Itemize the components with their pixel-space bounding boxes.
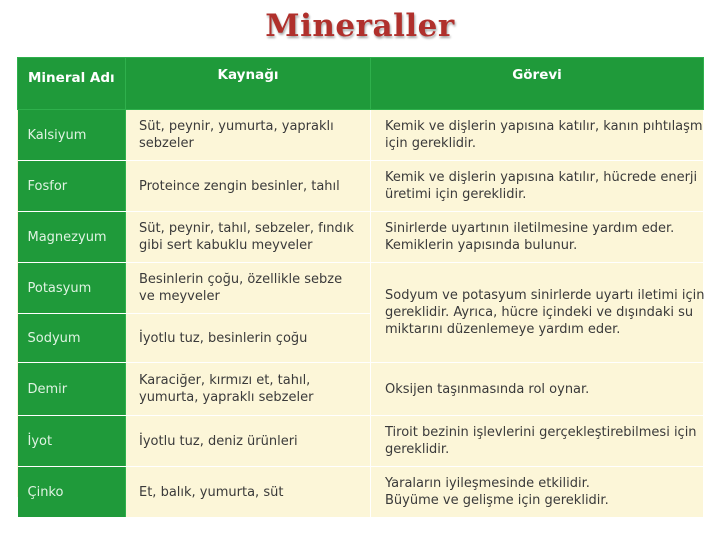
header-source: Kaynağı bbox=[126, 58, 371, 110]
text-line: gereklidir. bbox=[385, 442, 450, 457]
mineral-name: Fosfor bbox=[18, 161, 126, 212]
mineral-role bbox=[371, 467, 704, 518]
text-line: Besinlerin çoğu, özellikle sebze bbox=[139, 272, 343, 287]
text-line: İyotlu tuz, besinlerin çoğu bbox=[139, 330, 308, 346]
text-line: Tiroit bezinin işlevlerini gerçekleştirebilmesi için bbox=[385, 425, 697, 440]
minerals-table bbox=[17, 57, 704, 518]
text-line: Karaciğer, kırmızı et, tahıl, bbox=[139, 373, 311, 388]
text-line: Süt, peynir, tahıl, sebzeler, fındık bbox=[139, 221, 354, 236]
text-line: Proteince zengin besinler, tahıl bbox=[139, 178, 340, 194]
mineral-source bbox=[126, 314, 371, 363]
mineral-source bbox=[126, 110, 371, 161]
text-line: Yaraların iyileşmesinde etkilidir. bbox=[385, 476, 590, 491]
mineral-name: İyot bbox=[18, 416, 126, 467]
table-row bbox=[18, 467, 704, 518]
text-line: Süt, peynir, yumurta, yapraklı bbox=[139, 119, 334, 134]
text-line: Sodyum ve potasyum sinirlerde uyartı iletimi için bbox=[385, 288, 705, 303]
mineral-role bbox=[371, 363, 704, 416]
text-line: sebzeler bbox=[139, 136, 194, 151]
mineral-name: Çinko bbox=[18, 467, 126, 518]
mineral-name: Kalsiyum bbox=[18, 110, 126, 161]
mineral-name: Magnezyum bbox=[18, 212, 126, 263]
mineral-source bbox=[126, 212, 371, 263]
text-line: Et, balık, yumurta, süt bbox=[139, 484, 284, 500]
text-line: Kemik ve dişlerin yapısına katılır, kanın pıhtılaşm bbox=[385, 119, 703, 134]
table-row bbox=[18, 110, 704, 161]
text-line: Kemik ve dişlerin yapısına katılır, hücrede enerji bbox=[385, 170, 698, 185]
text-line: Kemiklerin yapısında bulunur. bbox=[385, 238, 578, 253]
text-line: için gereklidir. bbox=[385, 136, 476, 151]
mineral-role-shared bbox=[371, 263, 704, 363]
table-row bbox=[18, 212, 704, 263]
text-line: üretimi için gereklidir. bbox=[385, 187, 527, 202]
mineral-source bbox=[126, 363, 371, 416]
text-line: İyotlu tuz, deniz ürünleri bbox=[139, 433, 298, 449]
table-row bbox=[18, 416, 704, 467]
mineral-name: Demir bbox=[18, 363, 126, 416]
mineral-role bbox=[371, 212, 704, 263]
table-row bbox=[18, 161, 704, 212]
mineral-source bbox=[126, 416, 371, 467]
table-row bbox=[18, 263, 704, 314]
minerals-table-container bbox=[17, 57, 705, 508]
mineral-role bbox=[371, 110, 704, 161]
text-line: ve meyveler bbox=[139, 289, 220, 304]
mineral-role bbox=[371, 161, 704, 212]
text-line: Büyüme ve gelişme için gereklidir. bbox=[385, 493, 609, 508]
mineral-name: Sodyum bbox=[18, 314, 126, 363]
mineral-source bbox=[126, 467, 371, 518]
header-mineral-name: Mineral Adı bbox=[18, 58, 126, 110]
header-row bbox=[18, 58, 704, 110]
text-line: gibi sert kabuklu meyveler bbox=[139, 238, 313, 253]
header-role: Görevi bbox=[371, 58, 704, 110]
mineral-role bbox=[371, 416, 704, 467]
text-line: Sinirlerde uyartının iletilmesine yardım eder. bbox=[385, 221, 675, 236]
text-line: Oksijen taşınmasında rol oynar. bbox=[385, 381, 590, 397]
table-row bbox=[18, 363, 704, 416]
mineral-source bbox=[126, 161, 371, 212]
mineral-name: Potasyum bbox=[18, 263, 126, 314]
text-line: yumurta, yapraklı sebzeler bbox=[139, 390, 314, 405]
page-title: Mineraller bbox=[265, 8, 455, 44]
text-line: miktarını düzenlemeye yardım eder. bbox=[385, 322, 621, 337]
text-line: gereklidir. Ayrıca, hücre içindeki ve dışındaki su bbox=[385, 305, 694, 320]
mineral-source bbox=[126, 263, 371, 314]
